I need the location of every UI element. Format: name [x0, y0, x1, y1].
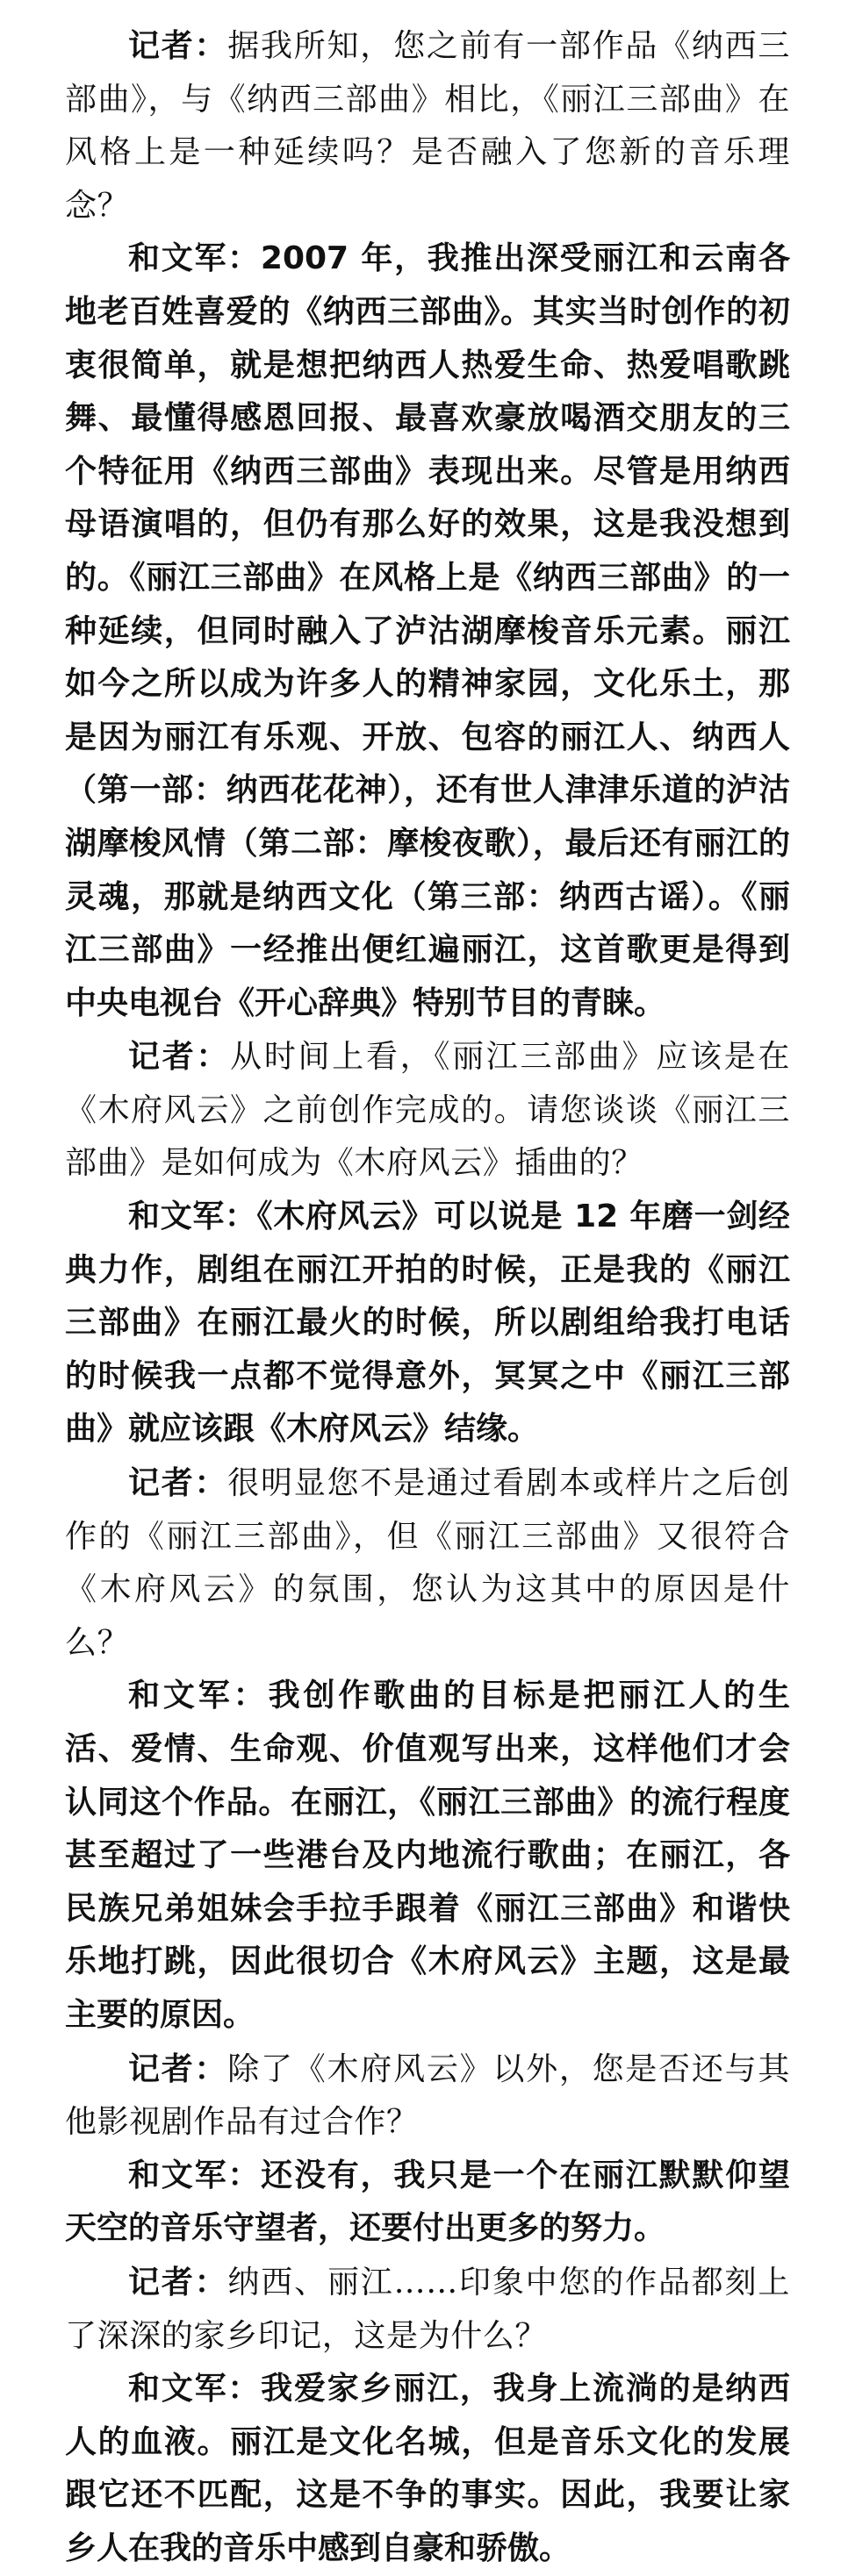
paragraph-text: 据我所知，您之前有一部作品《纳西三部曲》，与《纳西三部曲》相比，《丽江三部曲》在风格上是一种延续吗？是否融入了您新的音乐理念？: [65, 28, 790, 224]
speaker-label: 和文军: [128, 2371, 228, 2408]
speaker-separator: ：: [227, 240, 261, 277]
paragraph-text: 我创作歌曲的目标是把丽江人的生活、爱情、生命观、价值观写出来，这样他们才会认同这个作品。在丽江，《丽江三部曲》的流行程度甚至超过了一些港台及内地流行歌曲；在丽江，各民族兄弟姐妹会手拉手跟着《丽江三部曲》和谐快乐地打跳，因此很切合《木府风云》主题，这是最主要的原因。: [65, 1678, 790, 2033]
speaker-separator: ：: [194, 1464, 228, 1502]
paragraph-text: 除了《木府风云》以外，您是否还与其他影视剧作品有过合作？: [65, 2050, 790, 2141]
paragraph-text: 《木府风云》可以说是 12 年磨一剑经典力作，剧组在丽江开拍的时候，正是我的《丽江三部曲》在丽江最火的时候，所以剧组给我打电话的时候我一点都不觉得意外，冥冥之中《丽江三部曲》就应该跟《木府风云》结缘。: [65, 1199, 790, 1448]
paragraph-text: 还没有，我只是一个在丽江默默仰望天空的音乐守望者，还要付出更多的努力。: [65, 2157, 790, 2247]
interviewee-answer: [65, 233, 790, 1030]
interviewee-answer: [65, 2150, 790, 2256]
speaker-label: 和文军: [128, 240, 228, 277]
speaker-separator: ：: [227, 2157, 262, 2193]
speaker-separator: ：: [194, 2050, 228, 2087]
paragraph-text: 我爱家乡丽江，我身上流淌的是纳西人的血液。丽江是文化名城，但是音乐文化的发展跟它还不匹配，这是不争的事实。因此，我要让家乡人在我的音乐中感到自豪和骄傲。: [65, 2371, 790, 2566]
paragraph-text: 2007 年，我推出深受丽江和云南各地老百姓喜爱的《纳西三部曲》。其实当时创作的初衷很简单，就是想把纳西人热爱生命、热爱唱歌跳舞、最懂得感恩回报、最喜欢豪放喝酒交朋友的三个特征用《纳西三部曲》表现出来。尽管是用纳西母语演唱的，但仍有那么好的效果，这是我没想到的。《丽江三部曲》在风格上是《纳西三部曲》的一种延续，但同时融入了泸沽湖摩梭音乐元素。丽江如今之所以成为许多人的精神家园，文化乐土，那是因为丽江有乐观、开放、包容的丽江人、纳西人（第一部：纳西花花神），还有世人津津乐道的泸沽湖摩梭风情（第二部：摩梭夜歌），最后还有丽江的灵魂，那就是纳西文化（第三部：纳西古谣）。《丽江三部曲》一经推出便红遍丽江，这首歌更是得到中央电视台《开心辞典》特别节目的青睐。: [65, 240, 790, 1021]
speaker-separator: ：: [233, 1678, 269, 1714]
paragraph-text: 纳西、丽江……印象中您的作品都刻上了深深的家乡印记，这是为什么？: [65, 2264, 791, 2354]
reporter-question: [65, 2256, 790, 2363]
speaker-separator: ：: [196, 1038, 231, 1076]
speaker-label: 和文军: [128, 1199, 225, 1235]
speaker-label: 记者: [128, 1039, 197, 1076]
reporter-question: [65, 2043, 790, 2150]
speaker-separator: ：: [227, 2371, 262, 2408]
paragraph-text: 很明显您不是通过看剧本或样片之后创作的《丽江三部曲》，但《丽江三部曲》又很符合《木府风云》的氛围，您认为这其中的原因是什么？: [65, 1465, 790, 1661]
speaker-label: 记者: [128, 2264, 195, 2301]
speaker-label: 和文军: [128, 2157, 228, 2193]
speaker-separator: ：: [194, 27, 228, 64]
interview-text: [65, 19, 790, 2576]
reporter-question: [65, 19, 790, 233]
reporter-question: [65, 1456, 790, 1670]
interviewee-answer: [65, 1670, 790, 2042]
speaker-separator: ：: [224, 1199, 257, 1235]
paragraph-text: 从时间上看，《丽江三部曲》应该是在《木府风云》之前创作完成的。请您谈谈《丽江三部曲》是如何成为《木府风云》插曲的？: [65, 1039, 791, 1182]
interviewee-answer: [65, 2363, 790, 2575]
interviewee-answer: [65, 1191, 790, 1456]
speaker-separator: ：: [194, 2263, 228, 2301]
reporter-question: [65, 1030, 790, 1191]
speaker-label: 记者: [128, 2050, 195, 2087]
speaker-label: 记者: [128, 28, 195, 64]
speaker-label: 和文军: [128, 1678, 234, 1714]
speaker-label: 记者: [128, 1465, 195, 1502]
